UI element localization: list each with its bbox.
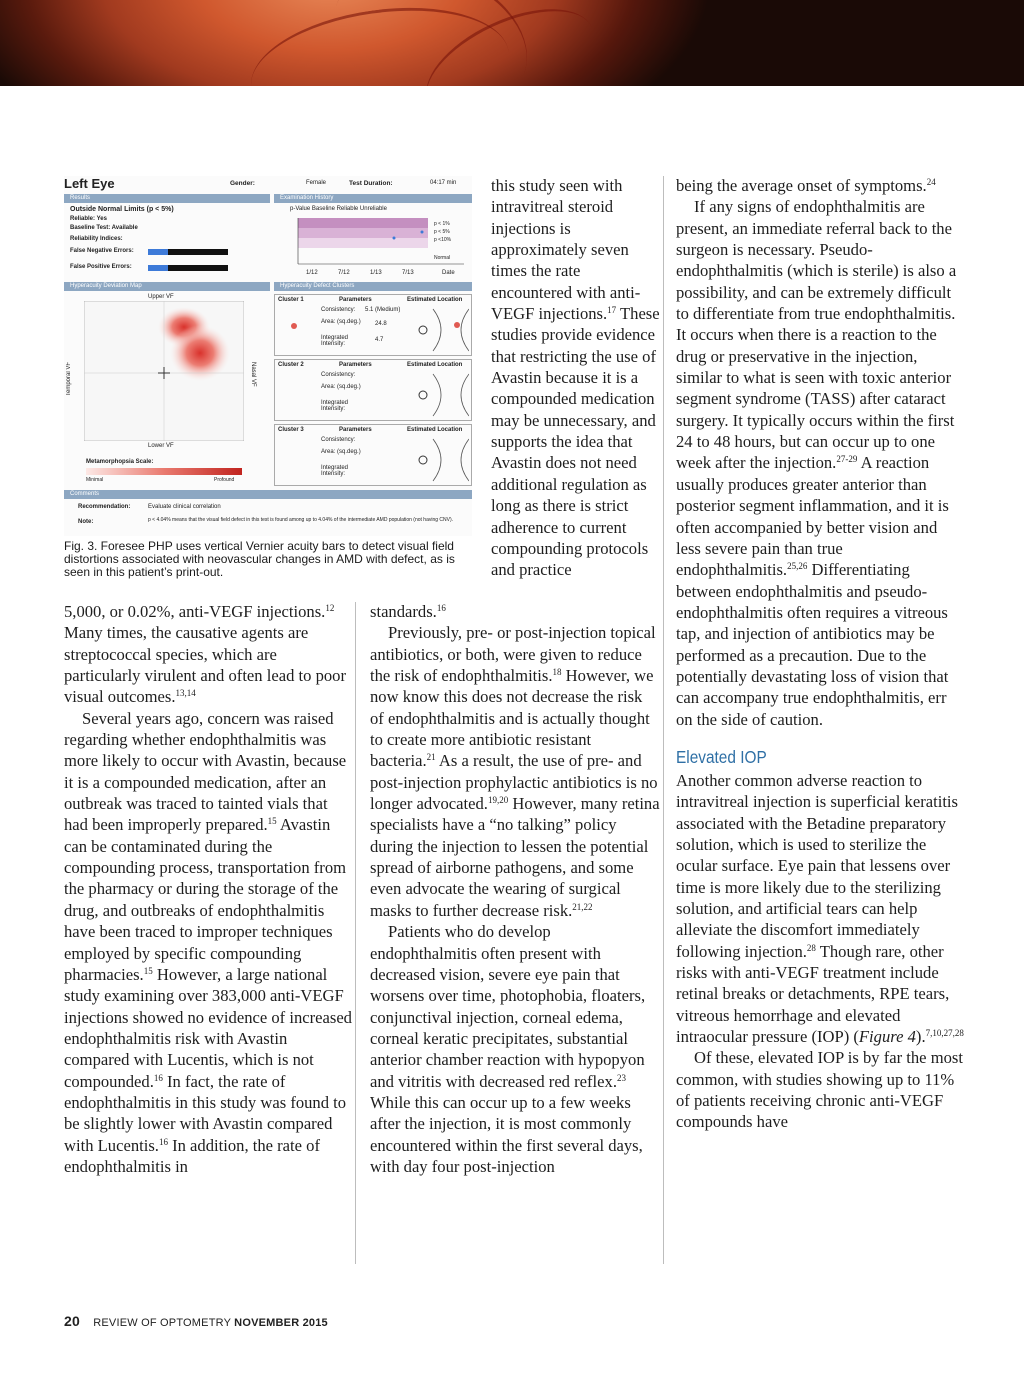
cluster-3-panel: [274, 424, 472, 486]
history-date-3: 1/13: [370, 270, 382, 276]
cluster-3-location: Estimated Location: [407, 427, 463, 433]
history-date-label: Date: [442, 270, 455, 276]
cluster-3-consistency: Consistency:: [321, 437, 356, 443]
cluster-3-location-diagram: [413, 437, 469, 483]
map-temporal-vf: Temporal VF: [66, 362, 72, 397]
results-outside-limits: Outside Normal Limits (p < 5%): [70, 206, 174, 213]
figure-caption: Fig. 3. Foresee PHP uses vertical Vernier acuity bars to detect visual field distortions associated with neovascular changes in AMD with defect, as is seen in this patient’s print-out.: [64, 539, 455, 579]
hyperacuity-deviation-map: [84, 301, 244, 441]
cluster-1-params: Parameters: [339, 297, 372, 303]
deviation-map-bar: Hyperacuity Deviation Map: [64, 282, 270, 291]
results-reliability: Reliability Indices:: [70, 236, 123, 242]
gender-label: Gender:: [230, 180, 255, 187]
cluster-1-panel: [274, 294, 472, 356]
defect-clusters-bar: Hyperacuity Defect Clusters: [274, 282, 472, 291]
foresee-php-printout: [64, 176, 472, 536]
map-lower-vf: Lower VF: [148, 443, 174, 449]
false-positive-label: False Positive Errors:: [70, 264, 132, 270]
false-negative-fill: [148, 249, 168, 255]
comments-bar: Comments: [64, 490, 472, 499]
page-footer: [64, 1313, 328, 1329]
section-heading-elevated-iop: Elevated IOP: [676, 746, 767, 767]
history-bar: Examination History: [274, 194, 472, 203]
history-p3: p <10%: [434, 237, 452, 243]
figure-4-reference: Figure 4: [858, 1027, 916, 1047]
recommendation-label: Recommendation:: [78, 504, 131, 510]
false-positive-fill: [148, 265, 168, 271]
duration-value: 04:17 min: [430, 180, 457, 186]
column-2-upper: [491, 175, 661, 581]
paragraph: being the average onset of symptoms.$^{24}$: [676, 176, 936, 195]
map-nasal-vf: Nasal VF: [250, 362, 256, 387]
page-number: 20: [64, 1313, 80, 1329]
history-normal: Normal: [434, 255, 451, 261]
paragraph: Of these, elevated IOP is by far the most common, with studies showing up to 11% of patients receiving chronic anti-VEGF compounds have: [676, 1048, 963, 1132]
recommendation-value: Evaluate clinical correlation: [148, 504, 221, 510]
cluster-1-area-value: 24.8: [375, 321, 387, 327]
cluster-2-header: Cluster 2: [278, 362, 304, 368]
magazine-name: REVIEW OF OPTOMETRY: [93, 1317, 231, 1329]
results-reliable: Reliable: Yes: [70, 216, 107, 222]
cluster-2-location: Estimated Location: [407, 362, 463, 368]
column-rule: [355, 602, 356, 1264]
history-date-4: 7/13: [402, 270, 414, 276]
paragraph: Another common adverse reaction to intravitreal injection is superficial keratitis associated with the Betadine preparatory solution, which is used to sterilize the ocular surface. Eye pain that lessens over time is more likely due to the sterilizing solution, and artificial tears can help alleviate the discomfort immediately following injection.$^{28}$ Though rare, other risks with anti-VEGF treatment include retinal breaks or detachments, RPE tears, vitreous hemorrhage and elevated intraocular pressure (IOP) (Figure 4).$^{7,10,27,28}$: [676, 770, 964, 1047]
paragraph: Previously, pre- or post-injection topical antibiotics, or both, were given to reduce the risk of endophthalmitis.$^{18}$ However, we now know this does not decrease the risk of endophthalmitis and is actually thought to create more antibiotic resistant bacteria.$^{21}$ As a result, the use of pre- and post-injection prophylactic antibiotics is no longer advocated.$^{19,20}$ However, many retina specialists have a “no talking” policy during the injection to lessen the potential spread of airborne pathogens, and some even advocate the wearing of surgical masks to further decrease risk.$^{21,22}$: [370, 623, 660, 920]
fundus-photo-banner: [0, 0, 1024, 86]
paragraph: 5,000, or 0.02%, anti-VEGF injections.$^{12}$ Many times, the causative agents are streptococcal species, which are particularly virulent and often lead to poor visual outcomes.$^{13,14}$: [64, 602, 346, 707]
cluster-1-marker: [291, 323, 297, 329]
scale-profound: Profound: [214, 477, 235, 483]
note-label: Note:: [78, 519, 94, 525]
scale-minimal: Minimal: [86, 477, 104, 483]
cluster-2-params: Parameters: [339, 362, 372, 368]
paragraph: Several years ago, concern was raised regarding whether endophthalmitis was more likely to occur with Avastin, because it is a compounded medication, after an outbreak was traced to tainted vials that had been improperly prepared.$^{15}$ Avastin can be contaminated during the compounding process, transportation from the pharmacy or during the storage of the drug, and outbreaks of endophthalmitis have been traced to improper techniques employed by specific compounding pharmacies.$^{15}$ However, a large national study examining over 383,000 anti-VEGF injections showed no evidence of increased endophthalmitis risk with Avastin compared with Lucentis, which is not compounded.$^{16}$ In fact, the rate of endophthalmitis in this study was found to be slightly lower with Avastin compared with Lucentis.$^{16}$ In addition, the rate of endophthalmitis in: [64, 708, 352, 1176]
results-bar: Results: [64, 194, 270, 203]
cluster-3-header: Cluster 3: [278, 427, 304, 433]
paragraph: If any signs of endophthalmitis are present, an immediate referral back to the surgeon is necessary. Pseudo-endophthalmitis (which is sterile) is also a possibility, and can be extremely difficult to differentiate from true endophthalmitis. It occurs when there is a reaction to the drug or preservative in the injection, similar to what is seen with toxic anterior segment syndrome (TASS) after cataract surgery. It typically occurs within the first 24 to 48 hours, but can occur up to one week after the injection.$^{27-29}$ A reaction usually produces greater anterior than posterior segment inflammation, and it is often accompanied by better vision and less severe pain than true endophthalmitis.$^{25,26}$ Differentiating between endophthalmitis and pseudo-endophthalmitis often requires a vitreous tap, and injection of antibiotics may be performed as a precaution. Due to the potentially devastating loss of vision that can accompany true endophthalmitis, err on the side of caution.: [676, 197, 957, 729]
duration-label: Test Duration:: [349, 180, 393, 187]
column-2-lower: [370, 601, 660, 1177]
gender-value: Female: [306, 180, 327, 186]
paragraph: standards.$^{16}$: [370, 602, 446, 621]
cluster-1-area: Area: (sq.deg.): [321, 319, 361, 325]
false-negative-label: False Negative Errors:: [70, 248, 134, 254]
history-p1: p < 1%: [434, 221, 450, 227]
cluster-2-intensity: Integrated Intensity:: [321, 400, 349, 412]
metamorphopsia-scale: [86, 468, 242, 475]
cluster-2-consistency: Consistency:: [321, 372, 356, 378]
history-date-2: 7/12: [338, 270, 350, 276]
history-legend: p-Value Baseline Reliable Unreliable: [290, 206, 387, 212]
history-p2: p < 5%: [434, 229, 450, 235]
cluster-2-panel: [274, 359, 472, 421]
cluster-1-intensity-value: 4.7: [375, 337, 384, 343]
cluster-3-area: Area: (sq.deg.): [321, 449, 361, 455]
cluster-1-intensity: Integrated Intensity:: [321, 335, 349, 347]
cluster-1-consistency-value: 5.1 (Medium): [365, 307, 401, 313]
cluster-3-intensity: Integrated Intensity:: [321, 465, 349, 477]
figure-title: Left Eye: [64, 176, 115, 191]
column-rule: [663, 176, 664, 1264]
results-baseline: Baseline Test: Available: [70, 225, 138, 231]
history-date-1: 1/12: [306, 270, 318, 276]
paragraph: Patients who do develop endophthalmitis often present with decreased vision, severe eye pain that worsens over time, photophobia, floaters, conjunctival injection, corneal edema, corneal keratic precipitates, substantial anterior chamber reaction with hypopyon and vitritis with decreased red reflex.$^{23}$ While this can occur up to a few weeks after the injection, it is most commonly encountered within the first several days, with day four post-injection: [370, 922, 646, 1176]
cluster-2-area: Area: (sq.deg.): [321, 384, 361, 390]
cluster-1-location-diagram: [413, 307, 469, 353]
cluster-3-params: Parameters: [339, 427, 372, 433]
issue-date: NOVEMBER 2015: [234, 1317, 328, 1329]
cluster-2-location-diagram: [413, 372, 469, 418]
note-value: p < 4.04% means that the visual field defect in this test is found among up to 4.04% of the intermediate AMD population (not having CNV).: [148, 517, 454, 523]
paragraph: this study seen with intravitreal steroid injections is approximately seven times the rate encountered with anti-VEGF injections.$^{17}$ These studies provide evidence that restricting the use of Avastin because it is a compounded medication may be unnecessary, and supports the idea that Avastin does not need additional regulation as long as there is strict adherence to current compounding protocols and practice: [491, 176, 660, 580]
metamorphopsia-label: Metamorphopsia Scale:: [86, 459, 154, 465]
map-upper-vf: Upper VF: [148, 294, 174, 300]
column-1: [64, 601, 354, 1177]
cluster-1-header: Cluster 1: [278, 297, 304, 303]
column-3: [676, 175, 966, 1133]
cluster-1-consistency: Consistency:: [321, 307, 356, 313]
cluster-1-location: Estimated Location: [407, 297, 463, 303]
